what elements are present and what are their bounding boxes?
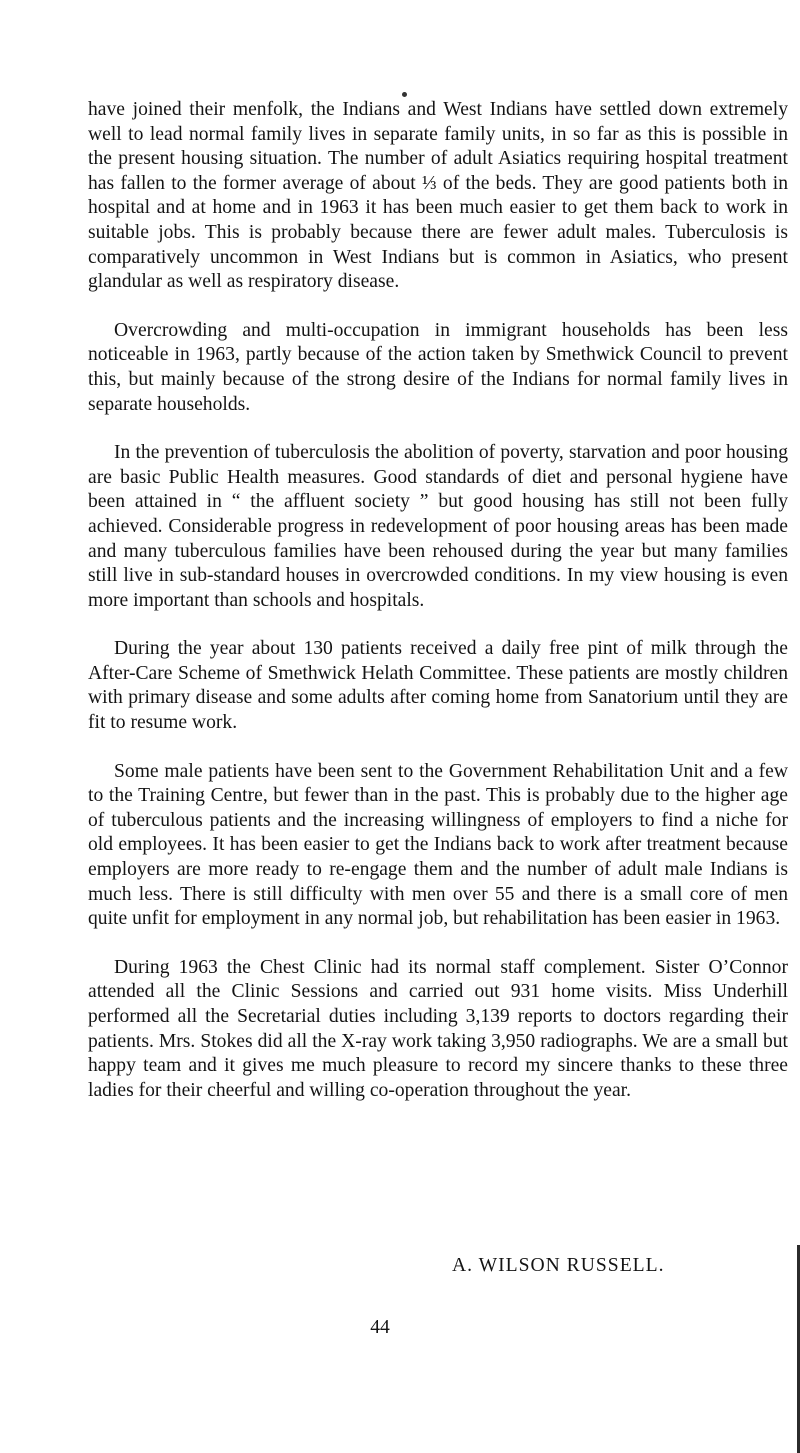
paragraph-rehabilitation: Some male patients have been sent to the Government Rehabilitation Unit and a few to the Training Centre, but fewer than in the past. This is probably due to the higher age of tuberculous patients and the increasing willingness of employers to find a niche for old employees. It has been easier to get the Indians back to work after treatment because employers are more ready to re-engage them and the number of adult male Indians is much less. There is still difficulty with men over 55 and there is a small core of men quite unfit for employment in any normal job, but rehabilitation has been easier in 1963. xyxy=(88,760,788,930)
scan-dot xyxy=(402,92,407,97)
paragraph-immigrant-families: have joined their menfolk, the Indians and West Indians have settled down extremely well to lead normal family lives in separate family units, in so far as this is possible in the present housing situation. The number of adult Asiatics requiring hospital treatment has fallen to the former average of about ⅓ of the beds. They are good patients both in hospital and at home and in 1963 it has been much easier to get them back to work in suitable jobs. This is probably because there are fewer adult males. Tuberculosis is comparatively uncommon in West Indians but is common in Asiatics, who present glandular as well as respiratory disease. xyxy=(88,99,788,293)
page-number: 44 xyxy=(370,1317,390,1338)
paragraph-overcrowding: Overcrowding and multi-occupation in immigrant households has been less noticeable in 1963, partly because of the action taken by Smethwick Council to prevent this, but mainly because of the strong desire of the Indians for normal family lives in separate households. xyxy=(88,319,788,415)
paragraph-prevention: In the prevention of tuberculosis the abolition of poverty, starvation and poor housing are basic Public Health measures. Good standards of diet and personal hygiene have been attained in “ the affluent society ” but good housing has still not been fully achieved. Considerable progress in redevelopment of poor housing areas has been made and many tuberculous families have been rehoused during the year but many families still live in sub-standard houses in overcrowded conditions. In my view housing is even more important than schools and hospitals. xyxy=(88,442,788,611)
author-signature: A. WILSON RUSSELL. xyxy=(452,1255,665,1276)
document-body xyxy=(88,98,788,1103)
paragraph-chest-clinic-staff: During 1963 the Chest Clinic had its normal staff complement. Sister O’Connor attended all the Clinic Sessions and carried out 931 home visits. Miss Underhill performed all the Secretarial duties including 3,139 reports to doctors regarding their patients. Mrs. Stokes did all the X-ray work taking 3,950 radiographs. We are a small but happy team and it gives me much pleasure to record my sincere thanks to these three ladies for their cheerful and willing co-operation throughout the year. xyxy=(88,956,788,1101)
paragraph-milk-scheme: During the year about 130 patients received a daily free pint of milk through the After-Care Scheme of Smethwick Helath Committee. These patients are mostly children with primary disease and some adults after coming home from Sanatorium until they are fit to resume work. xyxy=(88,638,788,734)
